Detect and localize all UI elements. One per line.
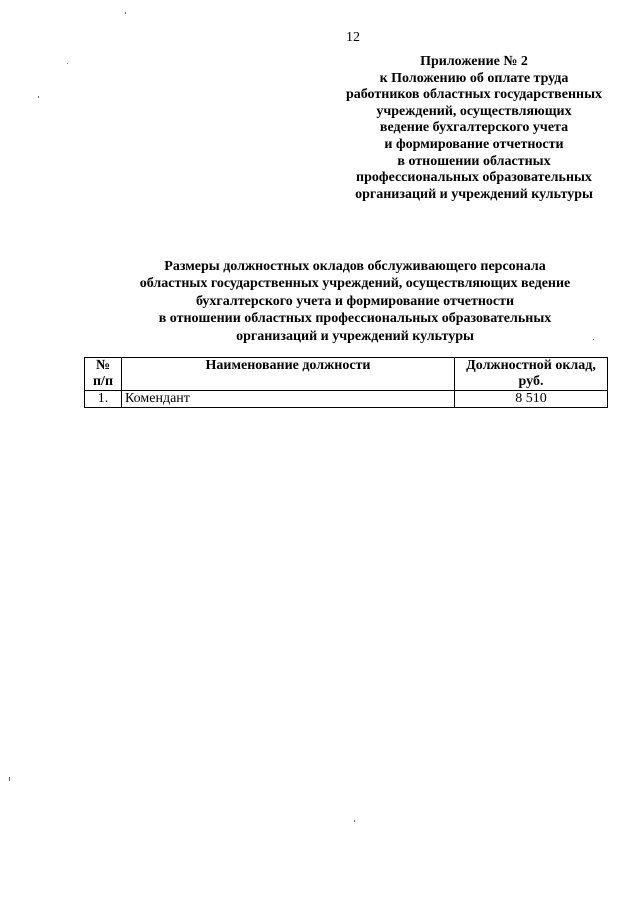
appendix-line: работников областных государственных: [345, 87, 603, 103]
header-salary-line2: руб.: [518, 374, 544, 389]
appendix-line: ведение бухгалтерского учета: [379, 120, 569, 136]
appendix-line: организаций и учреждений культуры: [355, 186, 593, 202]
title-line: Размеры должностных окладов обслуживающего персонала: [164, 259, 546, 274]
cell-salary: 8 510: [455, 391, 608, 408]
appendix-line: Приложение № 2: [420, 54, 528, 69]
page-number: 12: [346, 30, 360, 45]
appendix-heading: [340, 54, 608, 203]
header-number-line2: п/п: [92, 374, 114, 389]
document-title: [120, 258, 590, 345]
title-line: в отношении областных профессиональных образовательных: [158, 311, 552, 327]
salary-table: [84, 357, 608, 408]
cell-number: 1.: [85, 391, 122, 408]
header-salary-line1: Должностной оклад,: [466, 358, 596, 373]
title-line: организаций и учреждений культуры: [236, 328, 474, 344]
appendix-line: в отношении областных: [397, 153, 551, 169]
header-number: [85, 358, 122, 391]
header-number-line1: №: [95, 358, 111, 373]
title-line: бухгалтерского учета и формирование отчетности: [195, 293, 515, 309]
table-header-row: [85, 358, 608, 391]
table-row: [85, 391, 608, 408]
appendix-line: к Положению об оплате труда: [379, 70, 569, 86]
cell-position: Комендант: [122, 391, 455, 408]
appendix-line: учреждений, осуществляющих: [376, 103, 572, 119]
appendix-line: и формирование отчетности: [384, 136, 564, 152]
header-salary: [455, 358, 608, 391]
header-position: Наименование должности: [122, 358, 455, 391]
title-line: областных государственных учреждений, осуществляющих ведение: [139, 276, 571, 292]
appendix-line: профессиональных образовательных: [356, 170, 592, 186]
